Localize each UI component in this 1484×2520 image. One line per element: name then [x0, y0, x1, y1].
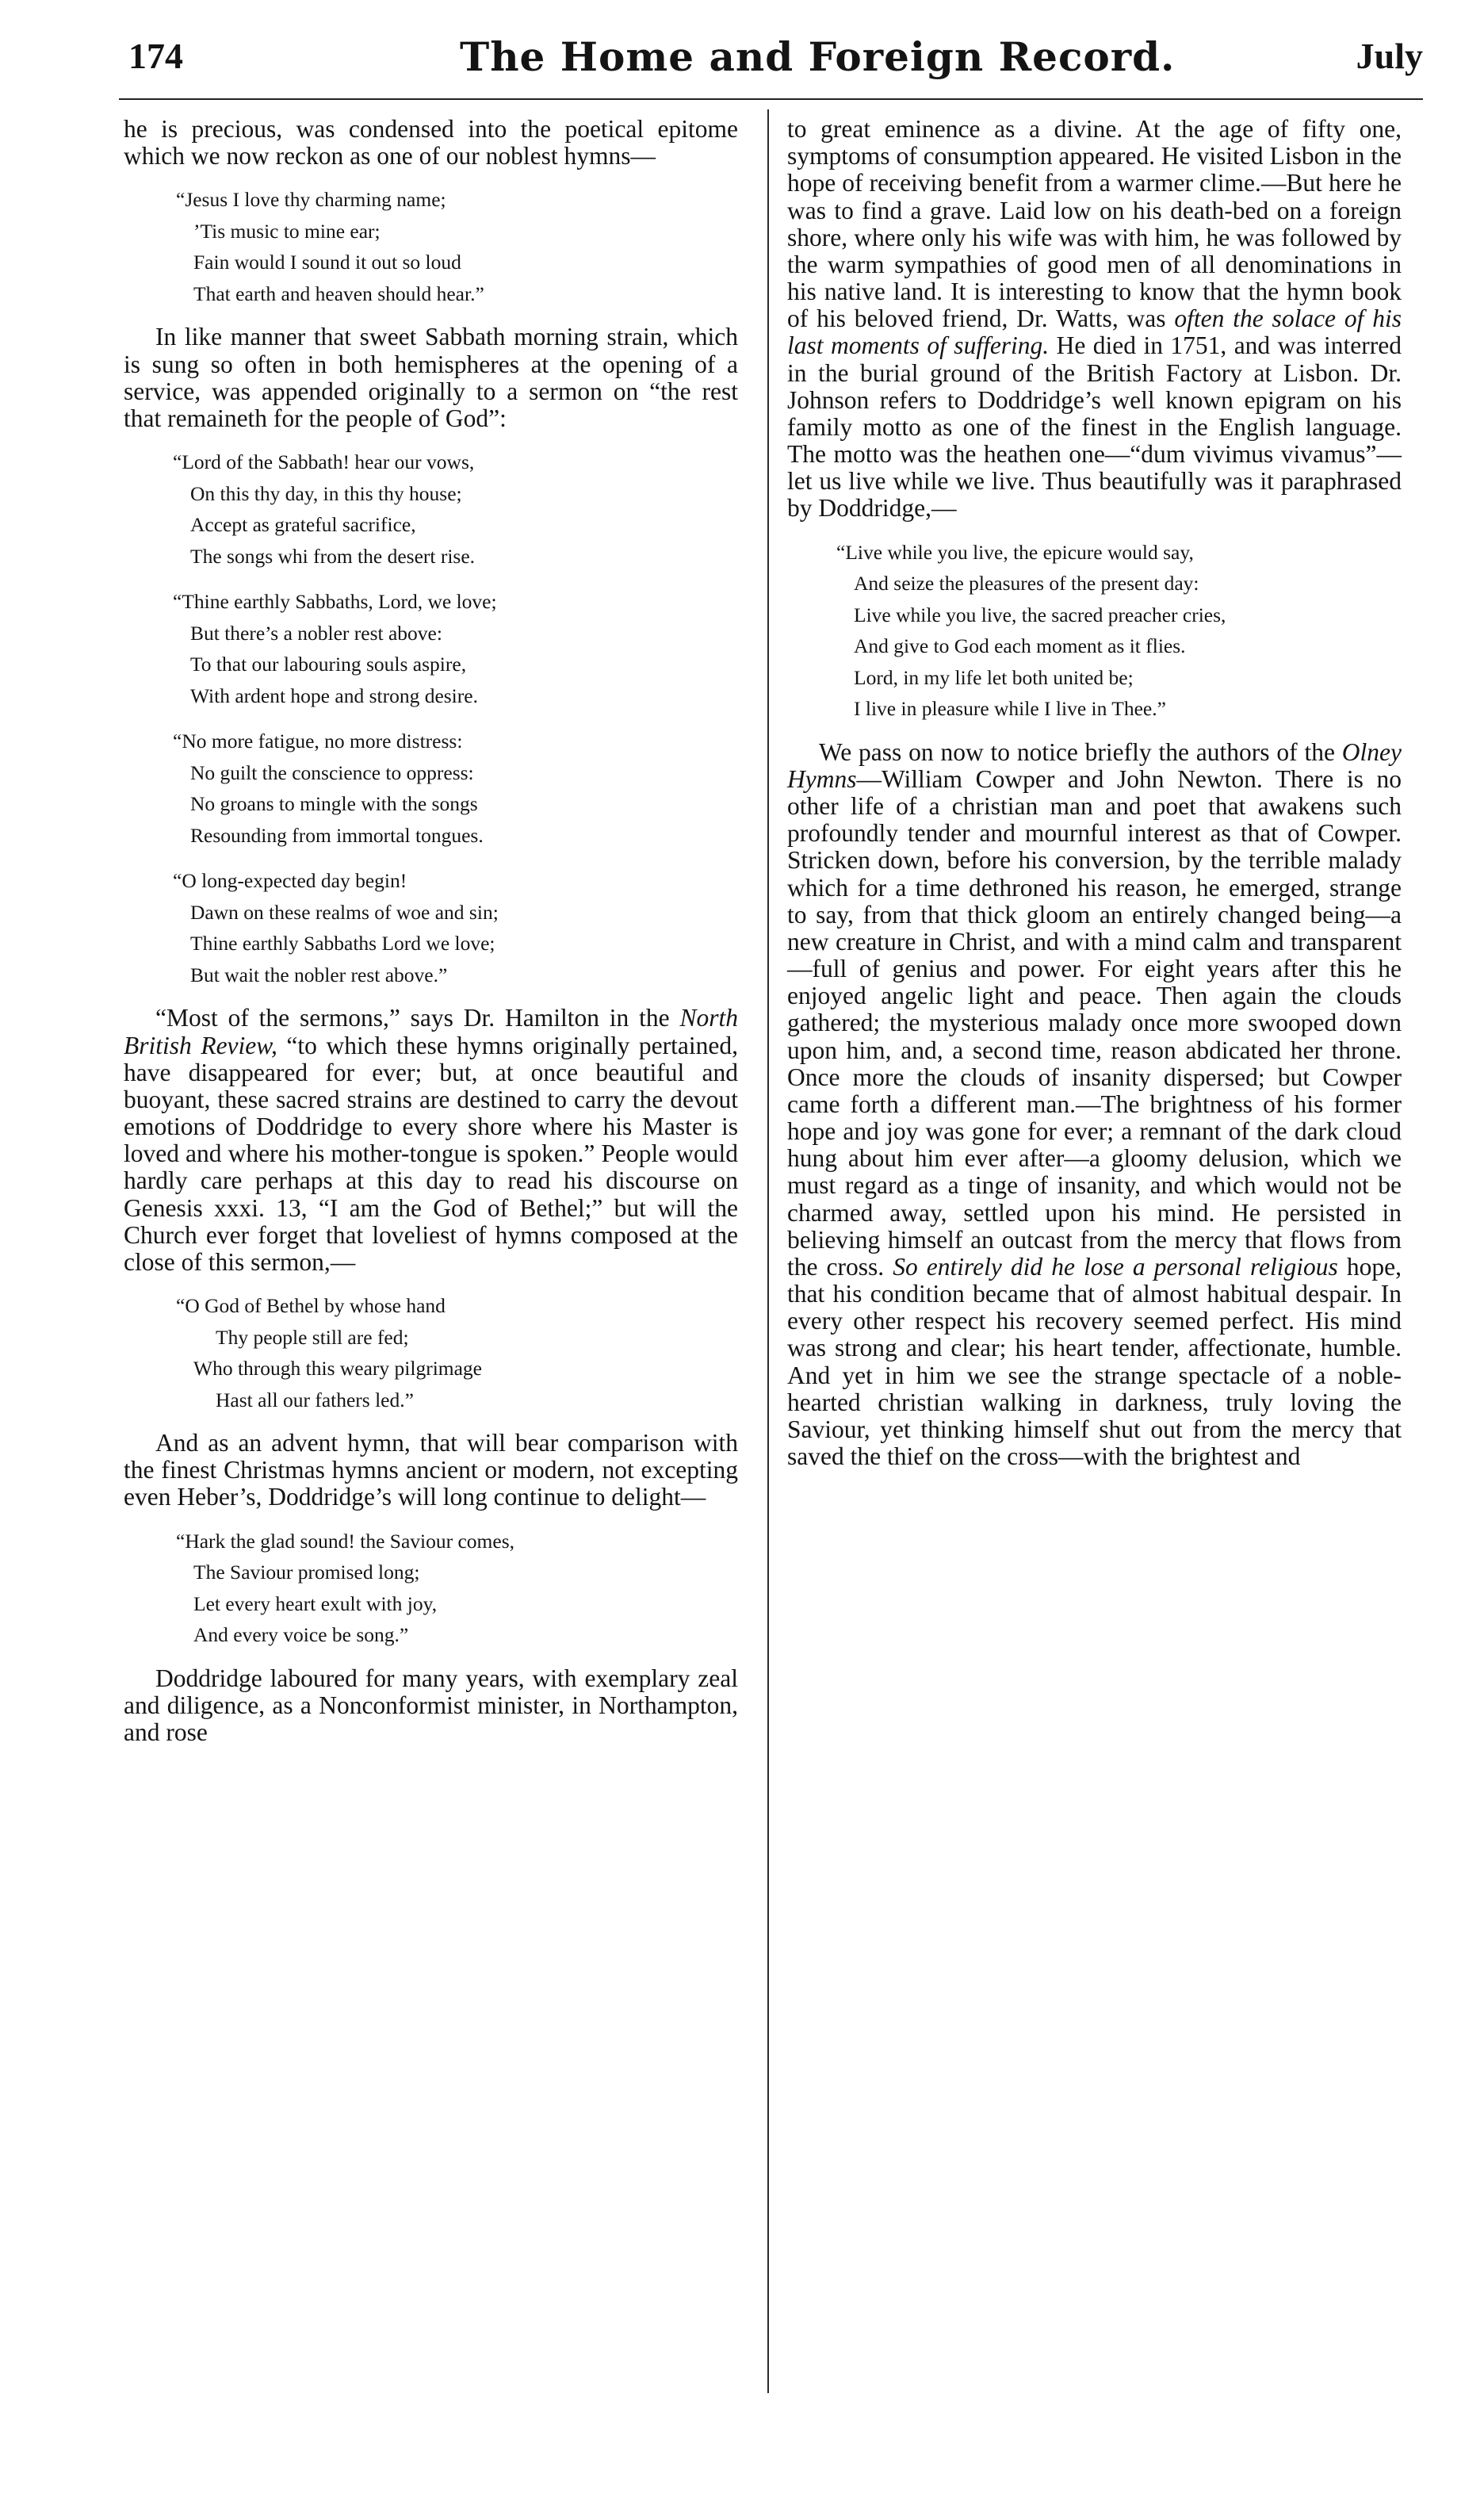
verse-line: “Thine earthly Sabbaths, Lord, we love; — [173, 590, 497, 614]
issue-month: July — [1356, 36, 1423, 76]
hymn-stanza — [124, 184, 738, 309]
verse-line: Resounding from immortal tongues. — [190, 823, 484, 847]
hymnal-title: Olney Hymns — [787, 737, 1402, 793]
verse-line: “Live while you live, the epicure would say, — [836, 540, 1194, 564]
verse-line: “Jesus I love thy charming name; — [176, 188, 446, 212]
hymn-stanza — [124, 865, 738, 990]
verse-line: And every voice be song.” — [193, 1623, 409, 1647]
verse-line: Thine earthly Sabbaths Lord we love; — [190, 932, 495, 956]
page-number: 174 — [128, 36, 183, 76]
verse-line: “No more fatigue, no more distress: — [173, 730, 463, 753]
verse-line: I live in pleasure while I live in Thee.” — [854, 697, 1166, 721]
verse-line: Accept as grateful sacrifice, — [190, 513, 416, 537]
paragraph — [787, 116, 1402, 523]
hymn-stanza — [124, 726, 738, 851]
verse-line: And seize the pleasures of the present day: — [854, 572, 1199, 596]
emphasis: So entirely did he lose a personal religious — [893, 1252, 1338, 1281]
journal-title: North British Review, — [124, 1004, 738, 1059]
verse-line: The Saviour promised long; — [193, 1561, 420, 1584]
paragraph: And as an advent hymn, that will bear comparison with the finest Christmas hymns ancient or modern, not excepting even Heber’s, Doddridge’s will long continue to delight— — [124, 1429, 738, 1511]
verse-line: Let every heart exult with joy, — [193, 1591, 438, 1615]
verse-line: “O long-expected day begin! — [173, 869, 407, 893]
text-run: We pass on now to notice briefly the authors of the — [819, 737, 1342, 766]
running-header — [119, 30, 1423, 100]
verse-line: No groans to mingle with the songs — [190, 792, 478, 816]
verse-line: But wait the nobler rest above.” — [190, 963, 448, 986]
verse-line: Hast all our fathers led.” — [216, 1388, 414, 1411]
paragraph: In like manner that sweet Sabbath morning strain, which is sung so often in both hemispheres at the opening of a service, was appended originally to a sermon on “the rest that remaineth for the people of God”: — [124, 323, 738, 432]
verse-line: Live while you live, the sacred preacher cries, — [854, 603, 1226, 626]
verse-line: On this thy day, in this thy house; — [190, 481, 462, 505]
verse-line: The songs whi from the desert rise. — [190, 544, 476, 568]
verse-line: To that our labouring souls aspire, — [190, 653, 467, 676]
verse-line: With ardent hope and strong desire. — [190, 684, 478, 707]
hymn-stanza — [124, 586, 738, 711]
verse-line: Lord, in my life let both united be; — [854, 665, 1134, 689]
paragraph: Doddridge laboured for many years, with exemplary zeal and diligence, as a Nonconformist minister, in Northampton, and rose — [124, 1664, 738, 1747]
emphasis: often the solace of his last moments of suffering. — [787, 304, 1402, 360]
paragraph — [787, 739, 1402, 1471]
paragraph: he is precious, was condensed into the poetical epitome which we now reckon as one of our noblest hymns— — [124, 115, 738, 170]
book-page — [119, 30, 1423, 2393]
verse-line: “O God of Bethel by whose hand — [176, 1294, 446, 1318]
verse-line: And give to God each moment as it flies. — [854, 634, 1186, 658]
verse-line: No guilt the conscience to oppress: — [190, 760, 474, 784]
text-run: hope, that his condition became that of almost habitual despair. In every other respect his recovery seemed perfect. His mind was strong and clear; his heart tender, affectionate, humble. And yet in him we see the strange spectacle of a noble-hearted christian walking in darkness, truly loving the Saviour, yet thinking himself shut out from the mercy that saved the thief on the cross—with the brightest and — [787, 1252, 1402, 1471]
verse-line: But there’s a nobler rest above: — [190, 621, 442, 645]
text-run: “Most of the sermons,” says Dr. Hamilton in the — [155, 1004, 680, 1032]
verse-line: Dawn on these realms of woe and sin; — [190, 900, 499, 924]
text-run: —William Cowper and John Newton. There is no other life of a christian man and poet that awakens such profoundly tender and mournful interest as that of Cowper. Stricken down, before his conversion, by the terrible malady which for a time dethroned his reason, he emerged, strange to say, from that thick gloom an entirely changed being—a new creature in Christ, and with a mind calm and transparent—full of genius and power. For eight years after this he enjoyed angelic light and peace. Then again the clouds gathered; the mysterious malady once more swooped down upon him, and, a second time, reason abdicated her throne. Once more the clouds of insanity dispersed; but Cowper came forth a different man.—The brightness of his former hope and joy was gone for ever; a remnant of the dark cloud hung about him ever after—a gloomy delusion, which we must regard as a tinge of insanity, and which would not be charmed away, settled upon his mind. He persisted in believing himself an outcast from the mercy that flows from the cross. — [787, 764, 1402, 1281]
verse-line: Thy people still are fed; — [216, 1325, 409, 1349]
verse-line: That earth and heaven should hear.” — [193, 281, 484, 305]
verse-line: ’Tis music to mine ear; — [193, 219, 381, 243]
paragraph — [124, 1005, 738, 1276]
verse-line: “Lord of the Sabbath! hear our vows, — [173, 450, 475, 474]
text-run: to great eminence as a divine. At the age of fifty one, symptoms of consumption appeared. He visited Lisbon in the hope of receiving benefit from a warmer clime.—But here he was to find a grave. Laid low on his death-bed on a foreign shore, where only his wife was with him, he was followed by the warm sympathies of good men of all denominations in his native land. It is interesting to know that the hymn book of his beloved friend, Dr. Watts, was — [787, 115, 1402, 333]
epigram — [787, 537, 1402, 725]
text-run: “to which these hymns originally pertained, have disappeared for ever; but, at once beautiful and buoyant, these sacred strains are destined to carry the devout emotions of Doddridge to every shore where his Master is loved and where his mother-tongue is spoken.” People would hardly care perhaps at this day to read his discourse on Genesis xxxi. 13, “I am the God of Bethel;” but will the Church ever forget that loveliest of hymns composed at the close of this sermon,— — [124, 1031, 738, 1276]
running-title: The Home and Foreign Record. — [460, 33, 1176, 80]
verse-line: “Hark the glad sound! the Saviour comes, — [176, 1529, 515, 1553]
verse-line: Fain would I sound it out so loud — [193, 251, 461, 274]
hymn-stanza — [124, 1290, 738, 1415]
text-run: He died in 1751, and was interred in the burial ground of the British Factory at Lisbon. Dr. Johnson refers to Doddridge’s well known epigram on his family motto as one of the finest in the English language. The motto was the heathen one—“dum vivimus vivamus”—let us live while we live. Thus beautifully was it paraphrased by Doddridge,— — [787, 331, 1402, 523]
column-divider — [767, 109, 769, 2393]
left-column — [124, 116, 738, 1760]
right-column — [787, 116, 1402, 1484]
hymn-stanza — [124, 1526, 738, 1651]
hymn-stanza — [124, 446, 738, 572]
verse-line: Who through this weary pilgrimage — [193, 1357, 482, 1381]
